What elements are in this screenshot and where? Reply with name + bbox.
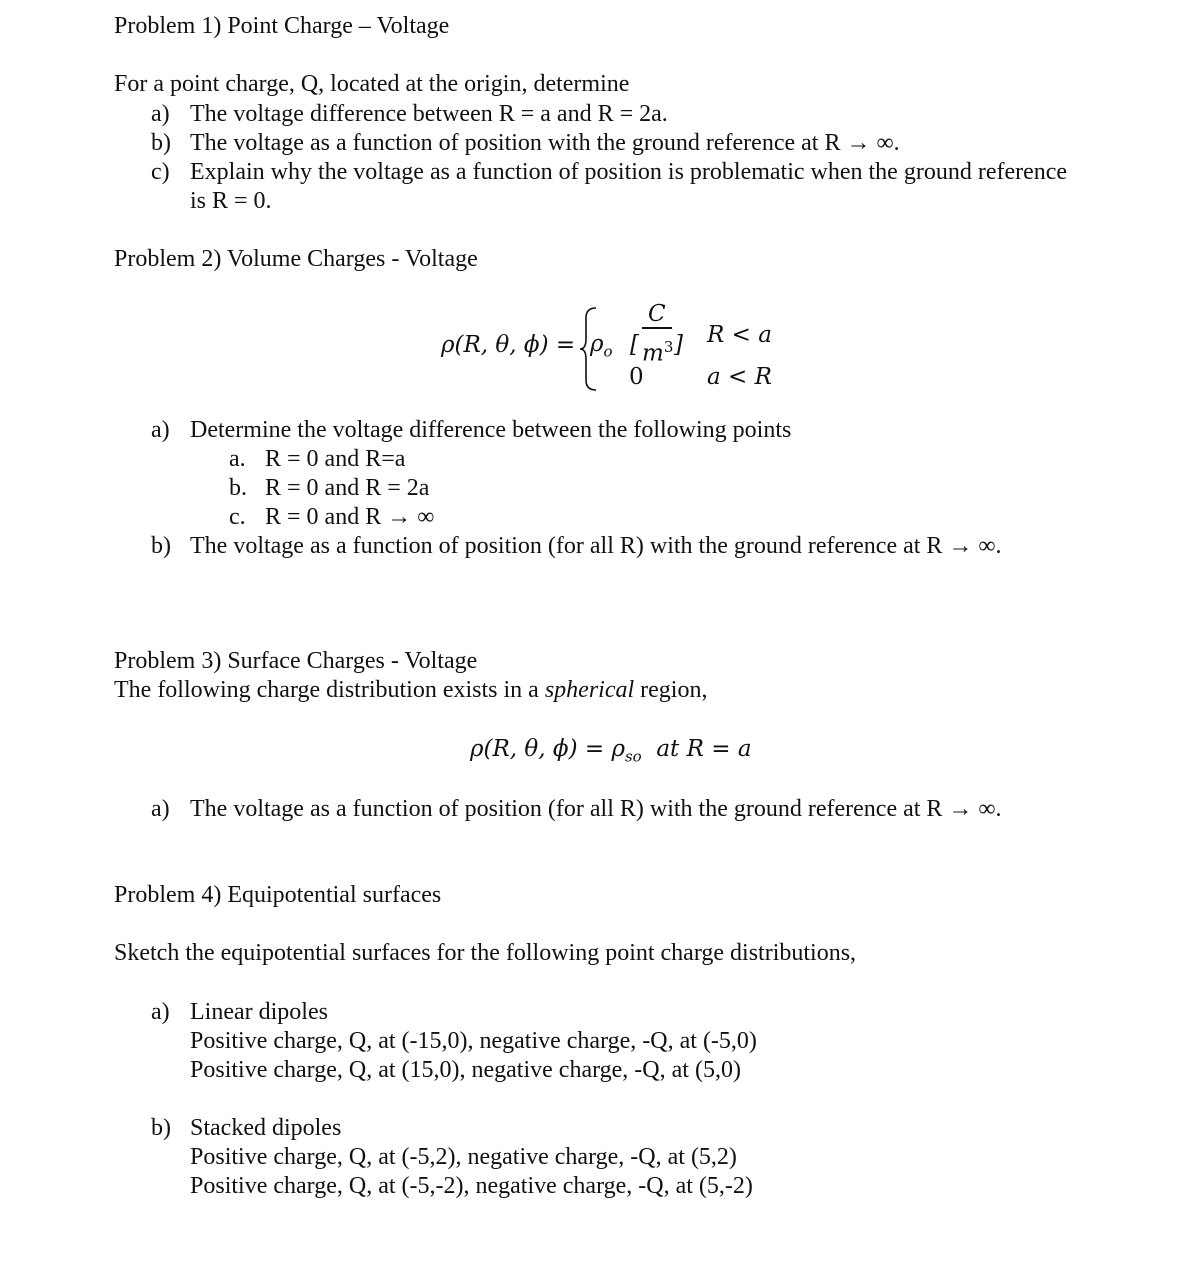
problem-3-intro-emphasis: spherical — [544, 677, 635, 703]
problem-1-title: Problem 1) Point Charge – Voltage — [114, 13, 450, 39]
problem-3-intro-pre: The following charge distribution exists in a — [114, 677, 545, 703]
problem-4-item-b-title: Stacked dipoles — [190, 1115, 342, 1141]
problem-2-subitem-c-label: c. — [229, 504, 246, 530]
problem-4-item-a-title: Linear dipoles — [190, 999, 328, 1025]
problem-1-item-c-text: Explain why the voltage as a function of position is problematic when the ground reference — [190, 159, 1068, 185]
problem-2-subitem-b-text: R = 0 and R = 2a — [265, 475, 430, 501]
problem-2-subitem-a-label: a. — [229, 446, 246, 472]
problem-2-subitem-c-text: R = 0 and R → ∞ — [265, 504, 435, 530]
problem-2-subitem-b-label: b. — [229, 475, 247, 501]
unit-denominator — [642, 340, 673, 366]
problem-3-intro-post: region, — [634, 677, 708, 703]
problem-4-item-a-label: a) — [151, 999, 170, 1025]
problem-4-item-b-line-1: Positive charge, Q, at (-5,2), negative charge, -Q, at (5,2) — [190, 1144, 737, 1170]
problem-2-item-a-text: Determine the voltage difference between the following points — [190, 417, 792, 443]
problem-4-title: Problem 4) Equipotential surfaces — [114, 882, 442, 908]
surface-charge-equation — [470, 738, 752, 765]
problem-3-item-a-label: a) — [151, 796, 170, 822]
problem-3-item-a-text: The voltage as a function of position (for all R) with the ground reference at R → ∞. — [190, 796, 1002, 822]
surface-equation-rhs: at R = a — [656, 736, 752, 762]
unit-close-bracket: ] — [674, 332, 683, 358]
problem-2-subitem-a-text: R = 0 and R=a — [265, 446, 406, 472]
rho-symbol: ρ — [590, 331, 604, 357]
problem-1-item-b-text: The voltage as a function of position with the ground reference at R → ∞. — [190, 130, 900, 156]
problem-2-item-a-label: a) — [151, 417, 170, 443]
unit-exponent: 3 — [663, 338, 674, 356]
equation-lhs: ρ(R, θ, ϕ) = — [441, 332, 576, 358]
problem-4-intro: Sketch the equipotential surfaces for the following point charge distributions, — [114, 940, 857, 966]
surface-equation-subscript: so — [624, 747, 642, 766]
problem-1-item-c-label: c) — [151, 159, 170, 185]
problem-1-item-a-label: a) — [151, 101, 170, 127]
problem-1-intro: For a point charge, Q, located at the origin, determine — [114, 71, 630, 97]
case1-condition: R < a — [707, 322, 772, 348]
problem-3-title: Problem 3) Surface Charges - Voltage — [114, 648, 478, 674]
problem-2-item-b-label: b) — [151, 533, 171, 559]
unit-numerator: C — [648, 301, 666, 327]
problem-2-title: Problem 2) Volume Charges - Voltage — [114, 246, 478, 272]
case1-value — [590, 333, 613, 360]
problem-4-item-b-label: b) — [151, 1115, 171, 1141]
problem-4-item-a-line-2: Positive charge, Q, at (15,0), negative charge, -Q, at (5,0) — [190, 1057, 741, 1083]
unit-open-bracket: [ — [630, 332, 639, 358]
problem-4-item-a-line-1: Positive charge, Q, at (-15,0), negative charge, -Q, at (-5,0) — [190, 1028, 757, 1054]
problem-1-item-b-label: b) — [151, 130, 171, 156]
case2-condition: a < R — [707, 364, 772, 390]
unit-fraction-bar — [642, 327, 672, 329]
unit-denominator-base: m — [642, 340, 664, 367]
case2-value: 0 — [629, 364, 644, 390]
surface-equation-lhs: ρ(R, θ, ϕ) = ρ — [470, 736, 625, 762]
problem-2-item-b-text: The voltage as a function of position (for all R) with the ground reference at R → ∞. — [190, 533, 1002, 559]
problem-1-item-a-text: The voltage difference between R = a and R = 2a. — [190, 101, 668, 127]
problem-1-item-c-continuation: is R = 0. — [190, 188, 272, 214]
rho-subscript: o — [603, 342, 613, 361]
problem-3-intro — [114, 678, 707, 702]
problem-4-item-b-line-2: Positive charge, Q, at (-5,-2), negative charge, -Q, at (5,-2) — [190, 1173, 753, 1199]
